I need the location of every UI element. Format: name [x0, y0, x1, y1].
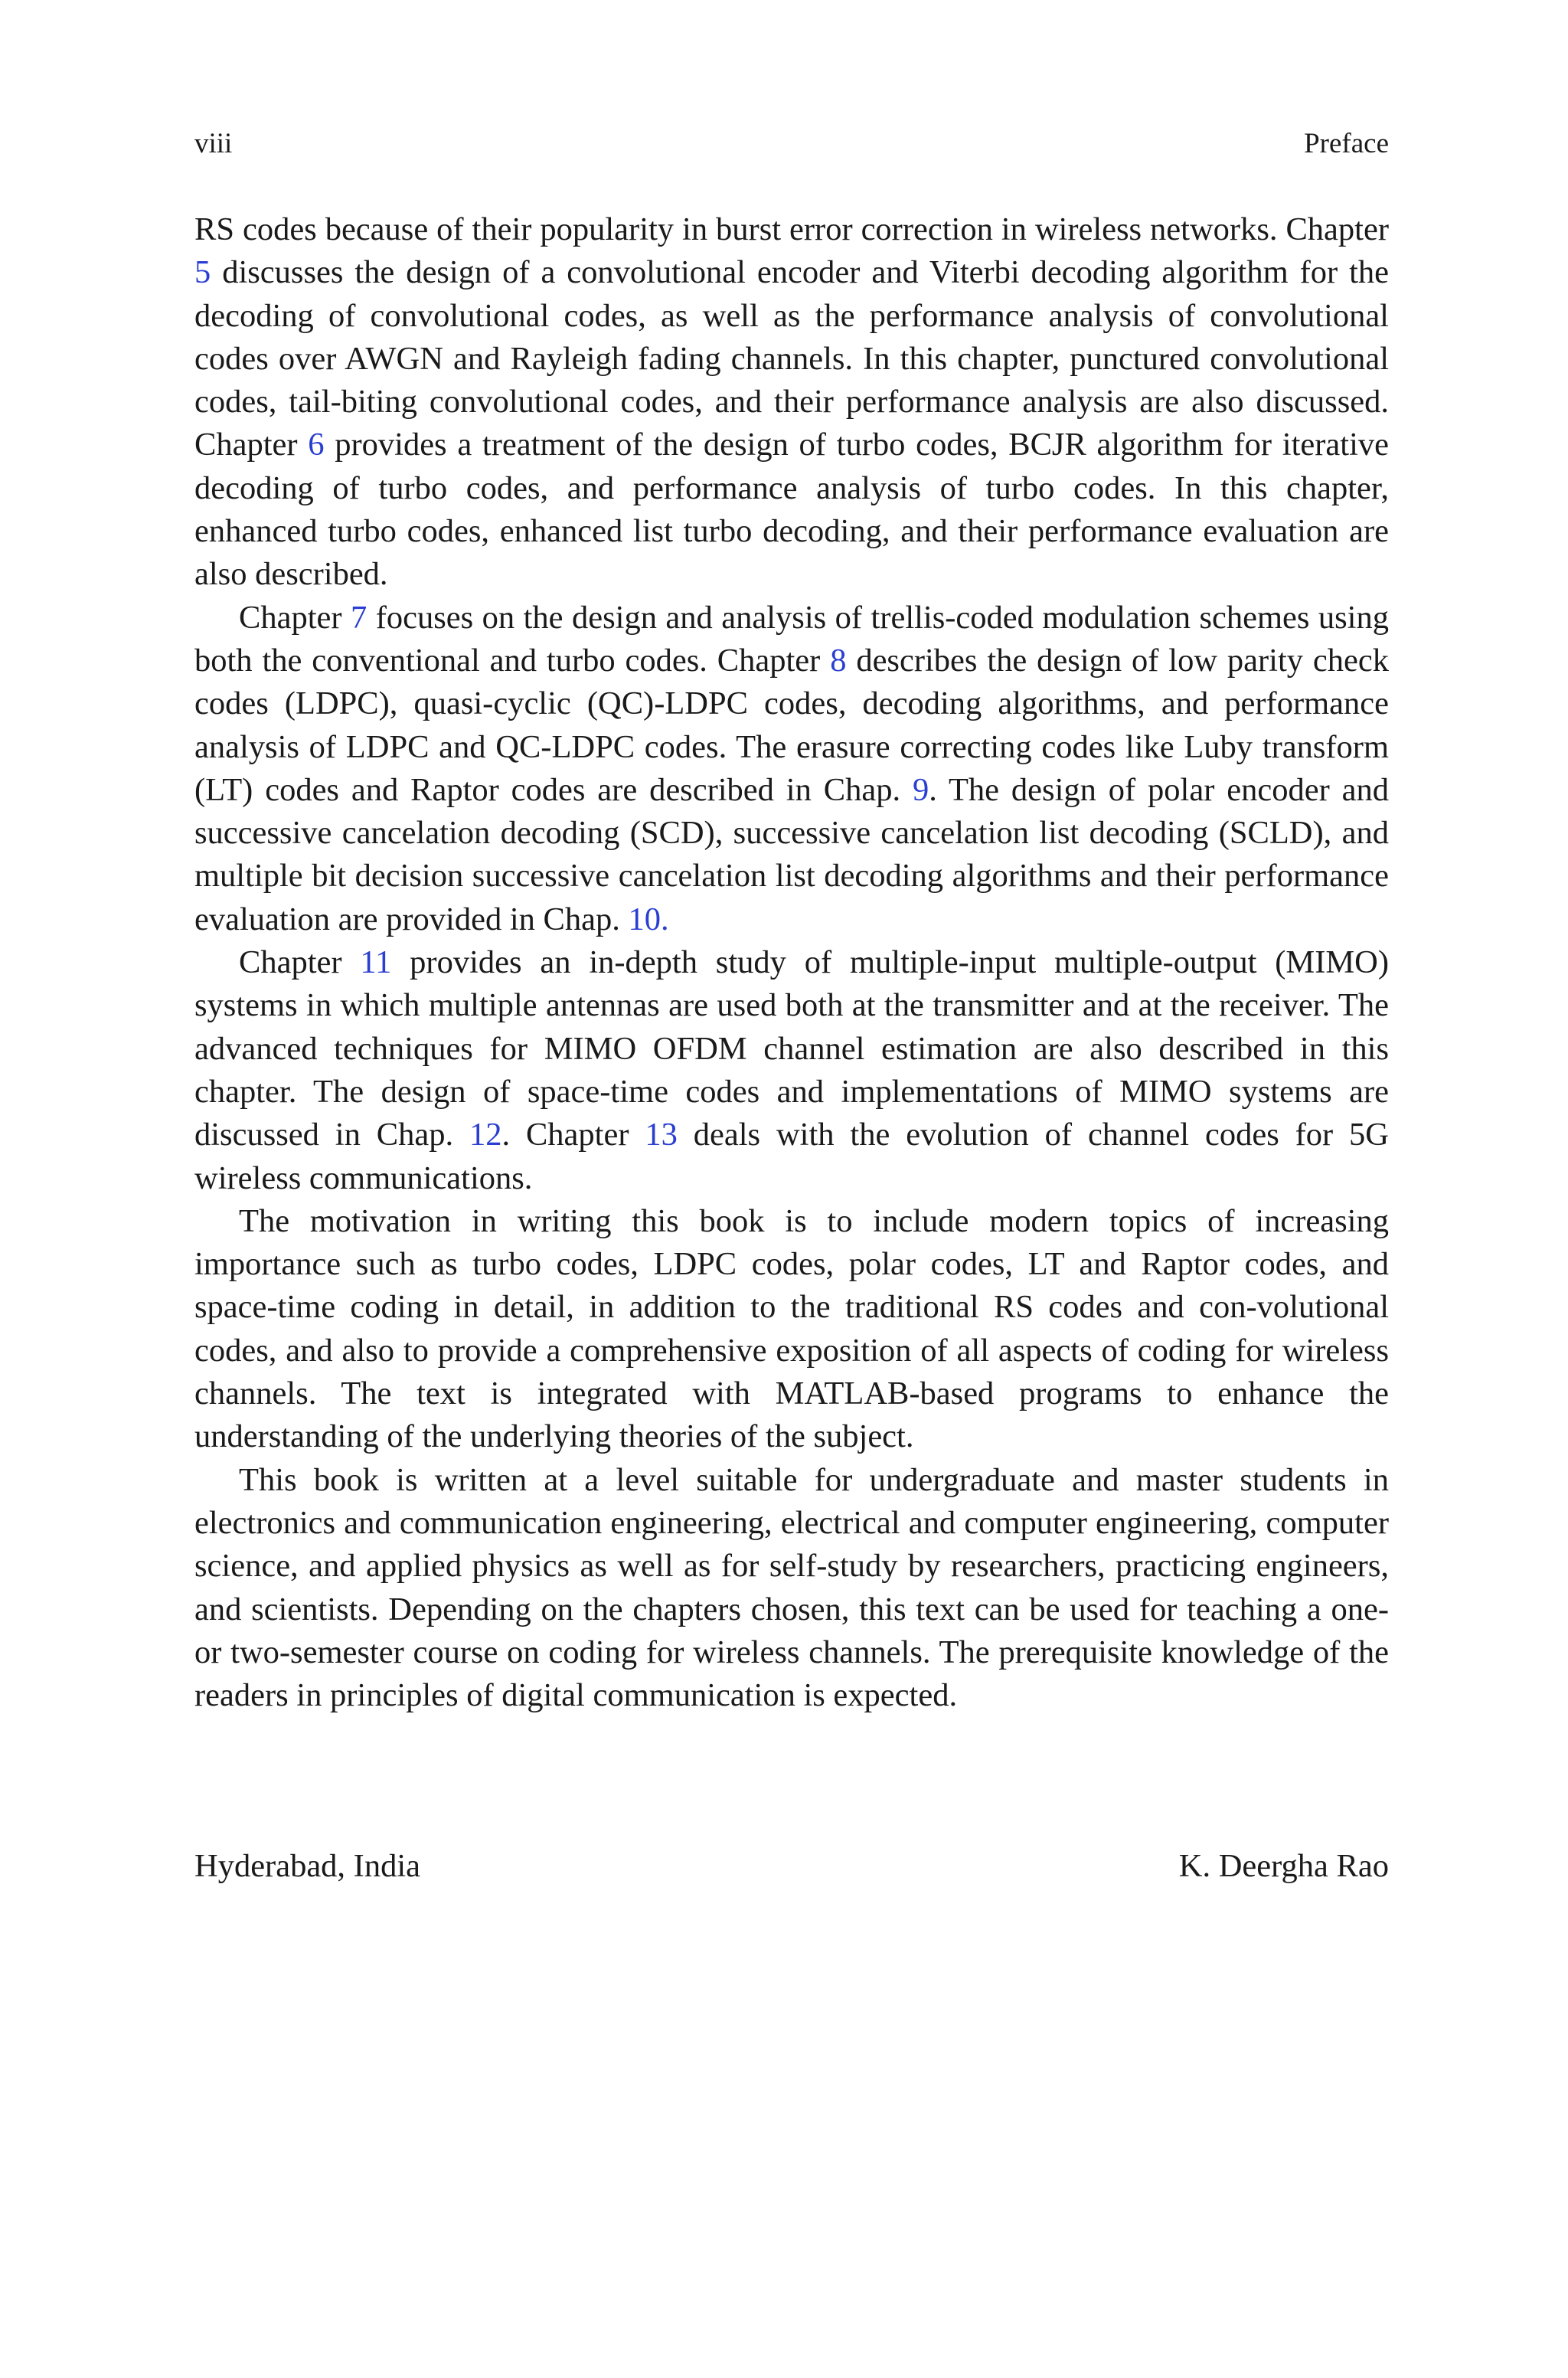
- paragraph-text: focuses on the design and analysis of trellis-coded modulation schemes using both the conventional and turbo codes. Chapter: [194, 599, 1389, 679]
- chapter-reference-link[interactable]: 12: [469, 1117, 502, 1153]
- signature-place: Hyderabad, India: [194, 1848, 421, 1884]
- paragraph-text: . The design of polar encoder and successive cancelation decoding (SCD), successive cancelation list decoding (SCLD), and multiple bit decision successive cancelation list decoding algorithms and their performance evaluation are provided in Chap.: [194, 771, 1389, 937]
- paragraph: [194, 1459, 1389, 1718]
- paragraph-text: . Chapter: [501, 1117, 645, 1153]
- chapter-reference-link[interactable]: 8: [830, 642, 847, 679]
- paragraph-text: Chapter: [239, 599, 351, 636]
- preface-body: [194, 208, 1389, 1717]
- chapter-reference-link[interactable]: 10: [628, 901, 661, 937]
- page-number: viii: [194, 128, 233, 159]
- paragraph-text: Chapter: [239, 944, 361, 981]
- paragraph-text: deals with the evolution of channel codes for 5G wireless communications.: [194, 1117, 1390, 1196]
- paragraph-text: RS codes because of their popularity in burst error correction in wireless networks. Chapter: [194, 211, 1389, 247]
- book-page: [194, 0, 1389, 2378]
- paragraph-text: discusses the design of a convolutional encoder and Viterbi decoding algorithm for the decoding of convolutional codes, as well as the performance analysis of convolutional codes over AWGN and Rayleigh fading channels. In this chapter, punctured convolutional codes, tail-biting convolutional codes, and their performance analysis are also discussed. Chapter: [194, 254, 1389, 463]
- paragraph: [194, 208, 1389, 597]
- chapter-reference-link[interactable]: 11: [360, 944, 392, 981]
- paragraph-text: provides an in-depth study of multiple-input multiple-output (MIMO) systems in which multiple antennas are used both at the transmitter and at the receiver. The advanced techniques for MIMO OFDM channel estimation are also described in this chapter. The design of space-time codes and implementations of MIMO systems are discussed in Chap.: [194, 944, 1389, 1153]
- paragraph-text: The motivation in writing this book is to include modern topics of increasing importance such as turbo codes, LDPC codes, polar codes, LT and Raptor codes, and space-time coding in detail, in addition to the traditional RS codes and con-volutional codes, and also to provide a comprehensive exposition of all aspects of coding for wireless channels. The text is integrated with MATLAB-based programs to enhance the understanding of the underlying theories of the subject.: [194, 1202, 1389, 1455]
- chapter-reference-link[interactable]: .: [661, 901, 669, 937]
- paragraph: [194, 941, 1389, 1200]
- paragraph-text: describes the design of low parity check codes (LDPC), quasi-cyclic (QC)-LDPC codes, decoding algorithms, and performance analysis of LDPC and QC-LDPC codes. The erasure correcting codes like Luby transform (LT) codes and Raptor codes are described in Chap.: [194, 642, 1390, 808]
- chapter-reference-link[interactable]: 13: [645, 1117, 678, 1153]
- paragraph-text: This book is written at a level suitable for undergraduate and master students in electronics and communication engineering, electrical and computer engineering, computer science, and applied physics as well as for self-study by researchers, practicing engineers, and scientists. Depending on the chapters chosen, this text can be used for teaching a one- or two-semester course on coding for wireless channels. The prerequisite knowledge of the readers in principles of digital communication is expected.: [194, 1461, 1389, 1714]
- chapter-reference-link[interactable]: 5: [194, 254, 211, 291]
- signature-line: [194, 1843, 1389, 1889]
- chapter-reference-link[interactable]: 7: [351, 599, 368, 636]
- chapter-reference-link[interactable]: 6: [308, 427, 325, 463]
- paragraph: [194, 597, 1389, 941]
- chapter-reference-link[interactable]: 9: [912, 771, 929, 808]
- paragraph-text: provides a treatment of the design of turbo codes, BCJR algorithm for iterative decoding of turbo codes, and performance analysis of turbo codes. In this chapter, enhanced turbo codes, enhanced list turbo decoding, and their performance evaluation are also described.: [194, 427, 1389, 593]
- signature-author: K. Deergha Rao: [1178, 1848, 1389, 1884]
- paragraph: [194, 1200, 1389, 1459]
- running-head: [194, 125, 1389, 163]
- section-title: Preface: [1304, 128, 1389, 159]
